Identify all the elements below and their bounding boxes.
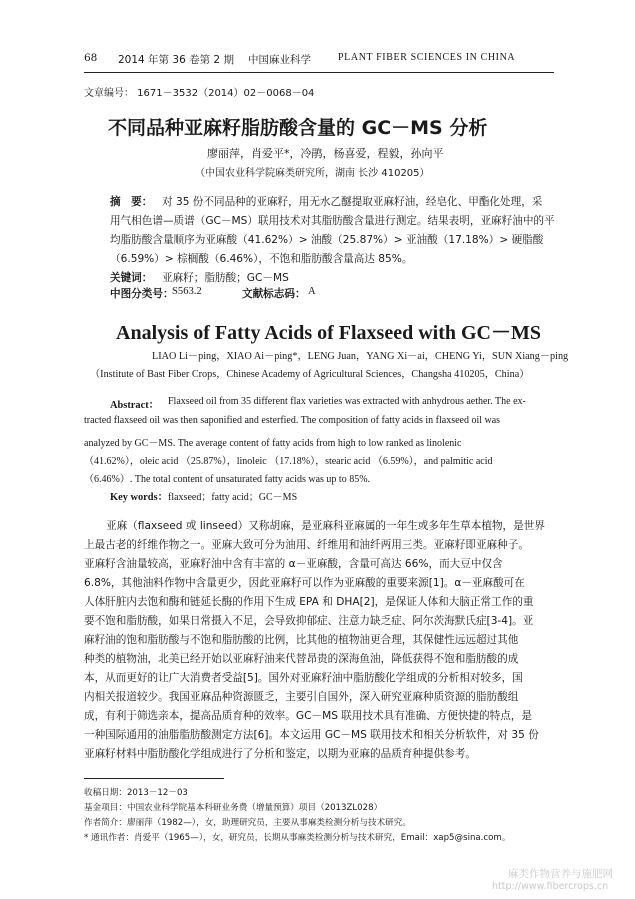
article-number: 文章编号： 1671－3532（2014）02－0068－04: [84, 88, 315, 99]
journal-name-en: PLANT FIBER SCIENCES IN CHINA: [338, 52, 516, 63]
journal-name-cn: 中国麻业科学: [248, 54, 311, 66]
abstract-cn-line: 用气相色谱—质谱（GC－MS）联用技术对其脂肪酸含量进行测定。结果表明，亚麻籽油中的平: [110, 215, 555, 227]
abstract-en-line: （41.62%），oleic acid （25.87%），linoleic （17.18%），stearic acid （6.59%），and palmitic acid: [84, 456, 493, 467]
doc-code-value: A: [308, 286, 316, 297]
doc-code-label: 文献标志码：: [242, 288, 306, 300]
affiliation-en: （Institute of Bast Fiber Crops，Chinese Academy of Agricultural Sciences，Changsha 410205，China）: [90, 369, 530, 380]
body-line: 成，有利于筛选亲本，提高品质育种的效率。GC－MS 联用技术具有准确、方便快捷的特点，是: [84, 710, 532, 722]
watermark-cn: 麻类作物营养与施肥网: [508, 868, 613, 880]
title-cn: 不同品种亚麻籽脂肪酸含量的 GC－MS 分析: [108, 117, 488, 139]
abstract-en-line: （6.46%）. The total content of unsaturated fatty acids was up to 85%.: [84, 474, 371, 485]
footnote-rule: [84, 778, 224, 779]
title-en: Analysis of Fatty Acids of Flaxseed with GC－MS: [116, 322, 541, 344]
abstract-cn-label: 摘 要：: [110, 196, 153, 208]
body-line: 本，从而更好的让广大消费者受益[5]。国外对亚麻籽油中脂肪酸化学组成的分析相对较多，国: [84, 672, 523, 684]
footnote-funding: 基金项目：中国农业科学院基本科研业务费（增量预算）项目（2013ZL028）: [84, 803, 383, 813]
abstract-cn-line: 均脂肪酸含量顺序为亚麻酸（41.62%）> 油酸（25.87%）> 亚油酸（17.18%）> 硬脂酸: [110, 234, 544, 246]
abstract-en-line: tracted flaxseed oil was then saponified and esterfied. The composition of fatty acids in flaxseed oil was: [84, 415, 501, 426]
keywords-cn-label: 关键词：: [110, 272, 153, 284]
abstract-cn-line: （6.59%）> 棕榈酸（6.46%），不饱和脂肪酸含量高达 85%。: [110, 253, 413, 265]
keywords-en: flaxseed；fatty acid；GC－MS: [168, 492, 298, 503]
body-line: 亚麻（flaxseed 或 linseed）又称胡麻，是亚麻科亚麻属的一年生或多年生草本植物，是世界: [106, 520, 545, 532]
affiliation-cn: （中国农业科学院麻类研究所，湖南 长沙 410205）: [195, 168, 430, 179]
body-line: 麻籽油的饱和脂肪酸与不饱和脂肪酸的比例，比其他的植物油更合理，其保健性远远超过其他: [84, 634, 519, 646]
abstract-en-label: Abstract：: [110, 400, 160, 411]
footnote-author: 作者简介：廖丽萍（1982—），女，助理研究员，主要从事麻类检测分析与技术研究。: [84, 818, 411, 828]
clc-label: 中图分类号：: [110, 288, 174, 300]
body-line: 亚麻籽材料中脂肪酸化学组成进行了分析和鉴定，以期为亚麻的品质育种提供参考。: [84, 748, 476, 760]
body-line: 内相关报道较少。我国亚麻品种资源匮乏，主要引自国外，深入研究亚麻种质资源的脂肪酸组: [84, 691, 519, 703]
keywords-cn: 亚麻籽；脂肪酸；GC－MS: [162, 272, 289, 284]
header-rule: [84, 72, 554, 73]
body-line: 要不饱和脂肪酸，如果日常摄入不足，会导致抑郁症、注意力缺乏症、阿尔茨海默氏症[3-4]。亚: [84, 615, 534, 627]
clc-value: S563.2: [172, 286, 202, 297]
body-line: 上最古老的纤维作物之一。亚麻大致可分为油用、纤维用和油纤两用三类。亚麻籽即亚麻种子。: [84, 539, 529, 551]
body-line: 人体肝脏内去饱和酶和链延长酶的作用下生成 EPA 和 DHA[2]，是保证人体和大脑正常工作的重: [84, 596, 534, 608]
authors-cn: 廖丽萍，肖爱平*，冷鹃，杨喜爱，程毅，孙向平: [207, 147, 444, 160]
body-line: 一种国际通用的油脂脂肪酸测定方法[6]。本文运用 GC－MS 联用技术和相关分析软件，对 35 份: [84, 729, 539, 741]
abstract-en-line: Flaxseed oil from 35 different flax varieties was extracted with anhydrous aether. The ex-: [168, 396, 526, 407]
body-line: 6.8%，其他油料作物中含量更少，因此亚麻籽可以作为亚麻酸的重要来源[1]。α－亚麻酸可在: [84, 577, 525, 589]
keywords-en-label: Key words：: [110, 492, 169, 503]
abstract-cn-line: 对 35 份不同品种的亚麻籽，用无水乙醚提取亚麻籽油，经皂化、甲酯化处理，采: [162, 196, 543, 208]
footnote-received: 收稿日期：2013－12－03: [84, 788, 188, 798]
page-number: 68: [84, 52, 98, 64]
body-line: 亚麻籽含油量较高，亚麻籽油中含有丰富的 α－亚麻酸，含量可高达 66%，而大豆中仅含: [84, 558, 503, 570]
footnote-corresponding: * 通讯作者：肖爱平（1965—），女，研究员，长期从事麻类检测分析与技术研究，Email：xap5@sina.com。: [84, 833, 511, 843]
issue-info: 2014 年第 36 卷第 2 期: [118, 54, 234, 66]
watermark-url: http://www.fibercrops.cn: [492, 881, 609, 892]
authors-en: LIAO Li－ping，XIAO Ai－ping*，LENG Juan，YANG Xi－ai，CHENG Yi，SUN Xiang－ping: [152, 351, 569, 362]
body-line: 种类的植物油，北美已经开始以亚麻籽油来代替昂贵的深海鱼油，降低获得不饱和脂肪酸的成: [84, 653, 519, 665]
abstract-en-line: analyzed by GC－MS. The average content of fatty acids from high to low ranked as linolenic: [84, 438, 462, 449]
